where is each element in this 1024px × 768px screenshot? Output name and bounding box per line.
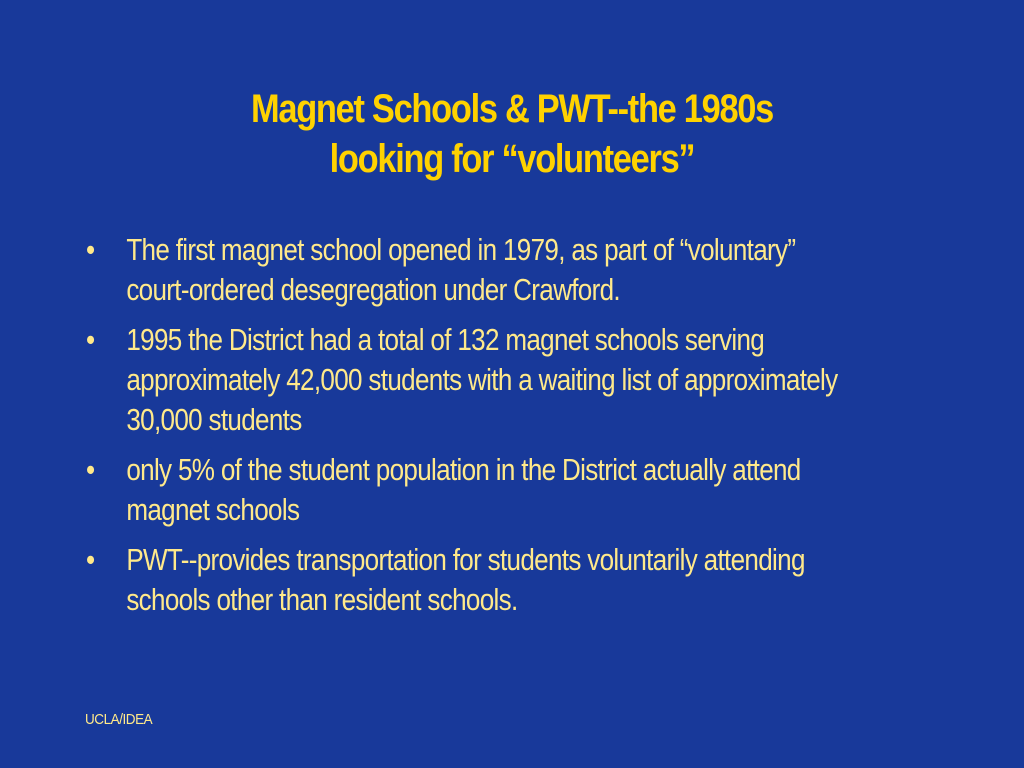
bullet-text-line: schools other than resident schools. [126, 582, 518, 617]
bullet-text-line: 30,000 students [126, 402, 302, 437]
bullet-text-line: 1995 the District had a total of 132 magnet schools serving [126, 322, 765, 357]
bullet-item-3 [86, 450, 926, 530]
bullet-text-line: approximately 42,000 students with a waiting list of approximately [126, 362, 838, 397]
bullet-icon: • [86, 542, 95, 577]
bullet-text-line: PWT--provides transportation for students voluntarily attending [126, 542, 805, 577]
bullet-item-1 [86, 230, 926, 310]
bullet-text-line: only 5% of the student population in the District actually attend [126, 452, 801, 487]
title-line-2: looking for “volunteers” [329, 137, 695, 181]
bullet-item-2 [86, 320, 926, 440]
title-line-1: Magnet Schools & PWT--the 1980s [251, 87, 773, 131]
bullet-text-line: court-ordered desegregation under Crawford. [126, 272, 620, 307]
bullet-icon: • [86, 232, 95, 267]
bullet-list [86, 230, 926, 630]
bullet-icon: • [86, 452, 95, 487]
slide-title [72, 84, 953, 184]
bullet-text-line: The first magnet school opened in 1979, as part of “voluntary” [126, 232, 796, 267]
bullet-text-line: magnet schools [126, 492, 300, 527]
footer-label: UCLA/IDEA [85, 711, 153, 728]
bullet-icon: • [86, 322, 95, 357]
bullet-item-4 [86, 540, 926, 620]
